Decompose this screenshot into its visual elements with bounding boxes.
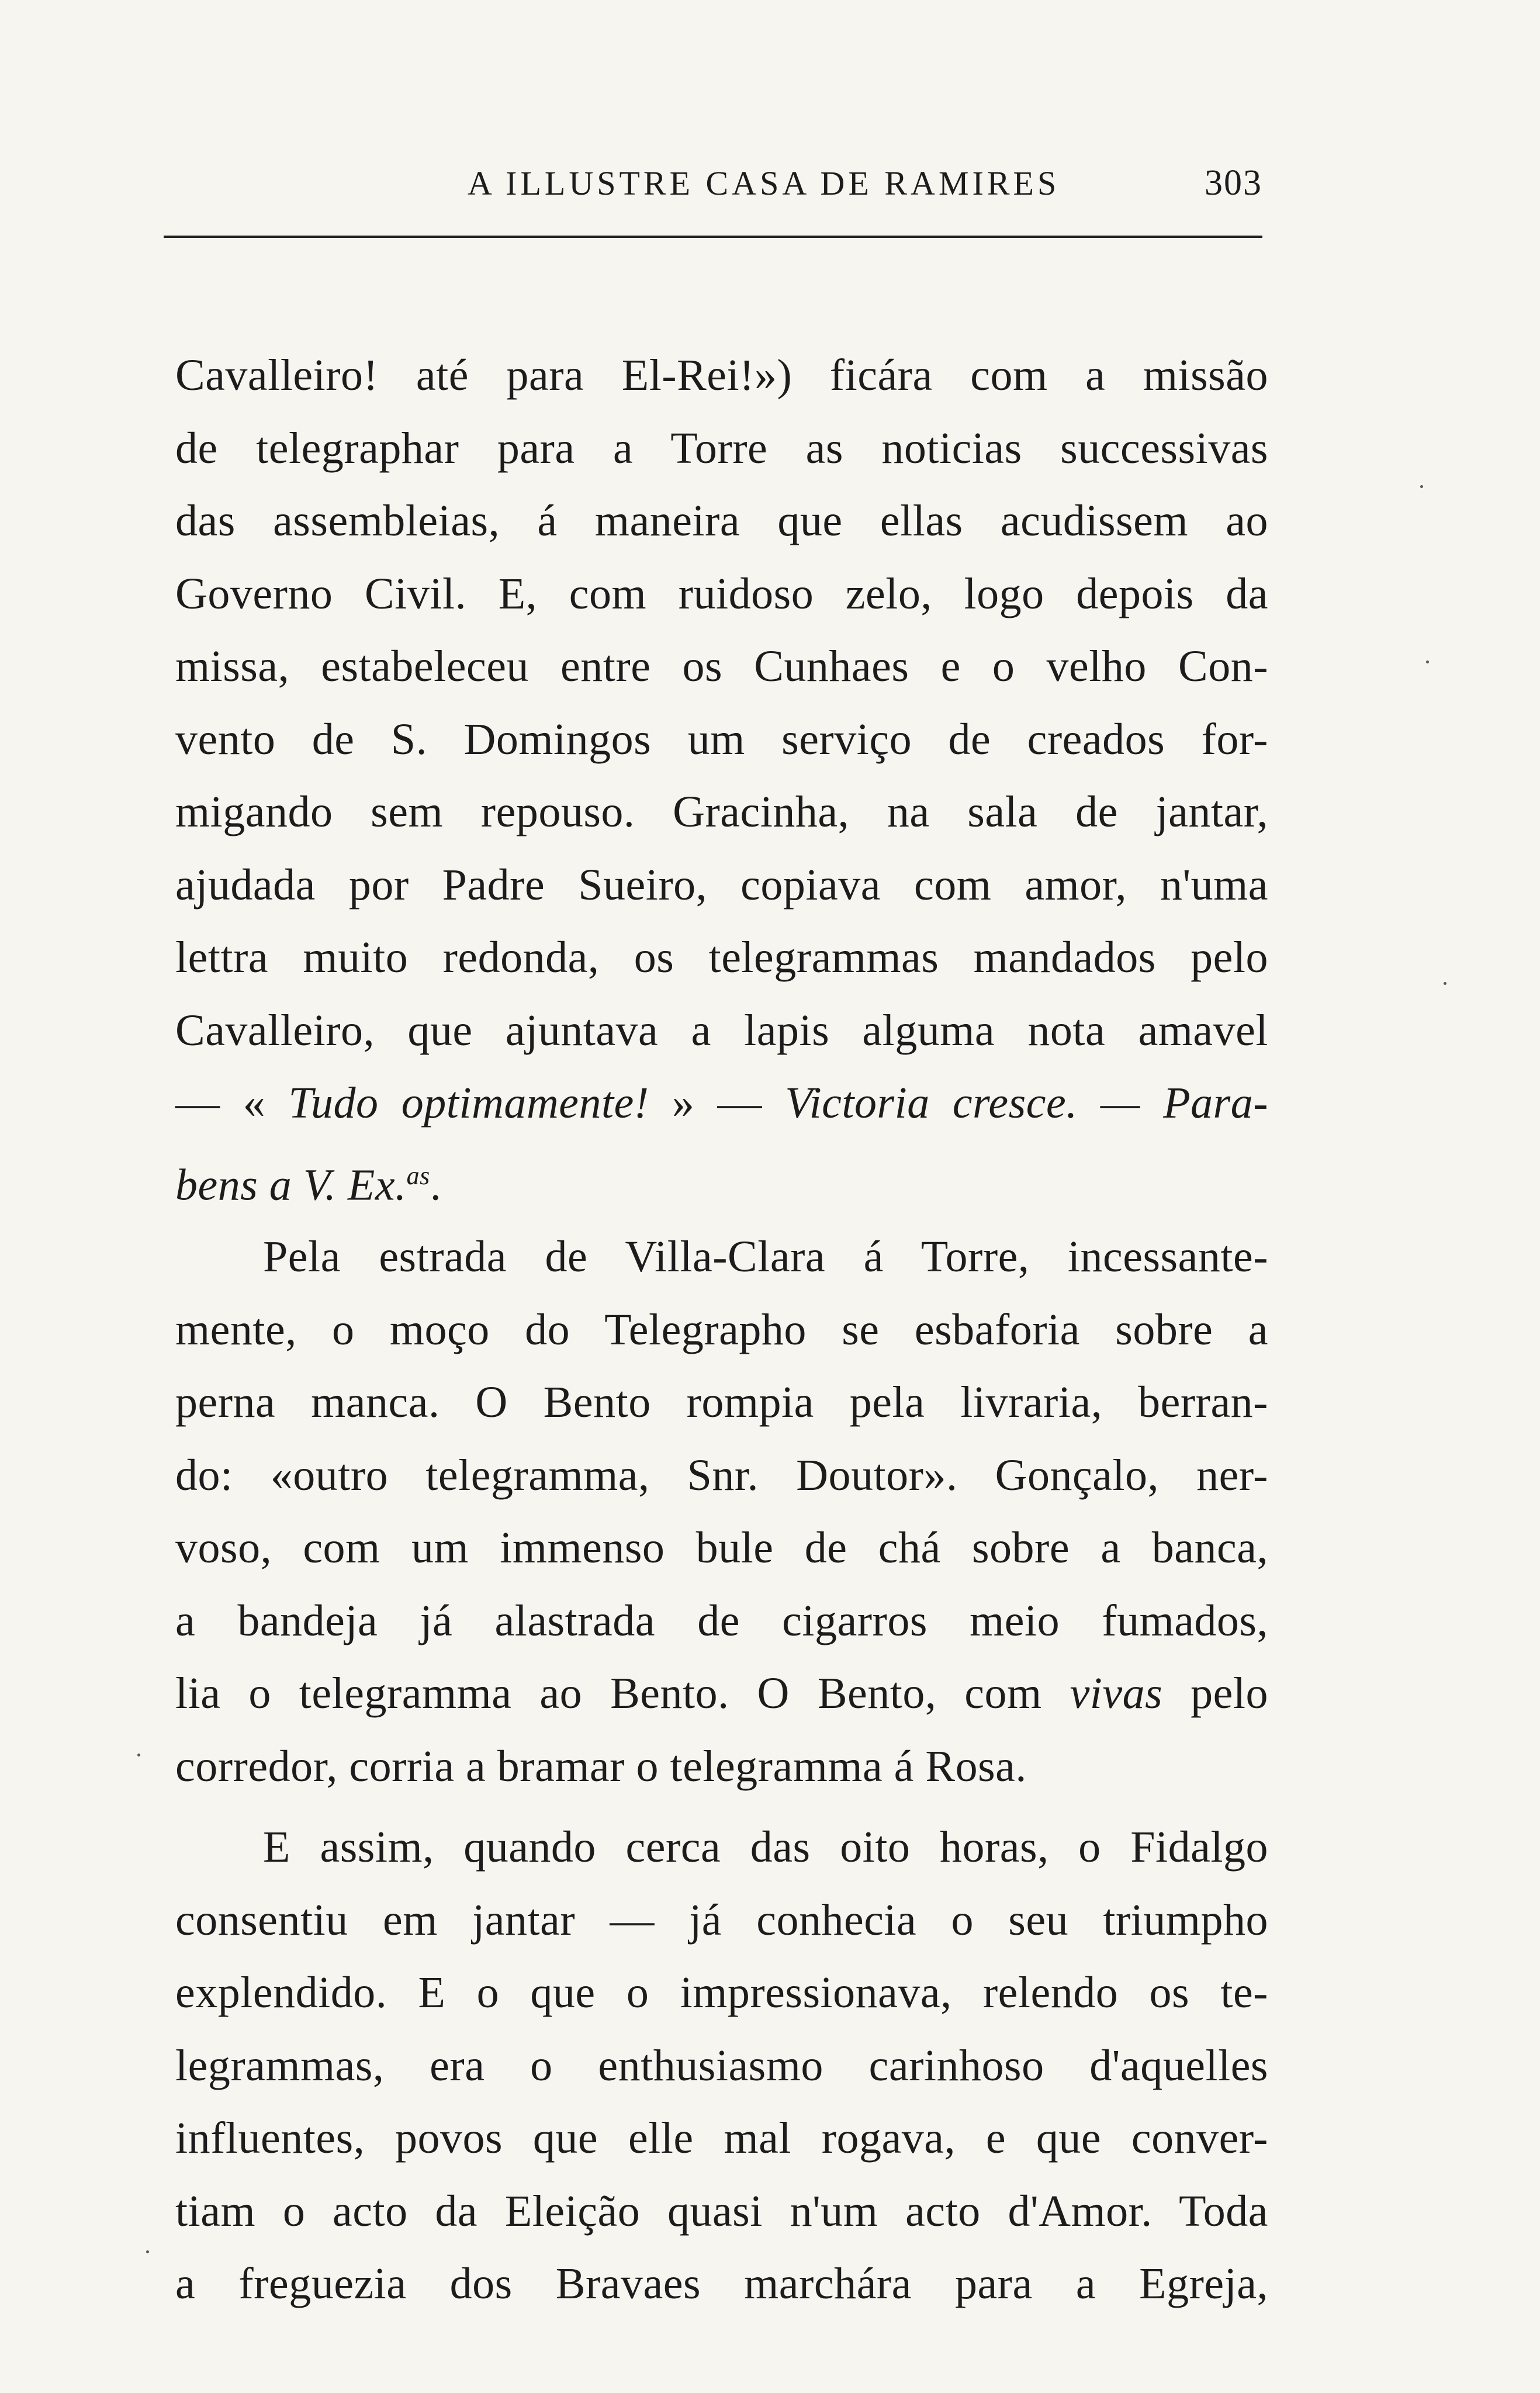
quote-mid: » —: [672, 1078, 785, 1128]
vivas-italic: vivas: [1070, 1669, 1163, 1718]
text-line: a bandeja já alastrada de cigarros meio fumados,: [175, 1596, 1268, 1645]
text-line: ajudada por Padre Sueiro, copiava com amor, n'uma: [175, 860, 1268, 910]
text-line: do: «outro telegramma, Snr. Doutor». Gonçalo, ner-: [175, 1450, 1268, 1500]
text-line: tiam o acto da Eleição quasi n'um acto d'Amor. Toda: [175, 2186, 1268, 2236]
text-line: Cavalleiro, que ajuntava a lapis alguma nota amavel: [175, 1005, 1268, 1055]
closing-line: [175, 1140, 1268, 1213]
text-line: mente, o moço do Telegrapho se esbaforia sobre a: [175, 1305, 1268, 1354]
closing-end: .: [430, 1160, 442, 1209]
vivas-line: [175, 1657, 1268, 1730]
text-line: Pela estrada de Villa-Clara á Torre, incessante-: [263, 1232, 1268, 1281]
text-line: corredor, corria a bramar o telegramma á Rosa.: [175, 1741, 1027, 1791]
text-line: perna manca. O Bento rompia pela livraria, berran-: [175, 1378, 1268, 1427]
text-line: legrammas, era o enthusiasmo carinhoso d'aquelles: [175, 2041, 1268, 2090]
text-line: explendido. E o que o impressionava, relendo os te-: [175, 1968, 1268, 2017]
text-line: Cavalleiro! até para El-Rei!») ficára com a missão: [175, 351, 1268, 400]
text-line: consentiu em jantar — já conhecia o seu triumpho: [175, 1895, 1268, 1945]
text-line: voso, com um immenso bule de chá sobre a banca,: [175, 1523, 1268, 1572]
text-line: E assim, quando cerca das oito horas, o Fidalgo: [263, 1823, 1268, 1872]
italic-quote-line: [175, 1067, 1268, 1140]
text-line: a freguezia dos Bravaes marchára para a Egreja,: [175, 2259, 1268, 2308]
text-line: de telegraphar para a Torre as noticias successivas: [175, 423, 1268, 473]
text-line: Governo Civil. E, com ruidoso zelo, logo depois da: [175, 569, 1268, 618]
print-speck: [137, 1754, 140, 1756]
quote-italic-2: Victoria cresce. — Para-: [785, 1078, 1269, 1128]
text-line: lettra muito redonda, os telegrammas mandados pelo: [175, 933, 1268, 982]
print-speck: [1444, 982, 1446, 985]
print-speck: [146, 2250, 149, 2253]
page-number: 303: [1205, 163, 1262, 203]
quote-open: — «: [175, 1078, 266, 1128]
running-head: [164, 158, 1262, 210]
quote-italic-1: Tudo optimamente!: [288, 1078, 649, 1128]
text-line: vento de S. Domingos um serviço de creados for-: [175, 714, 1268, 764]
text-line: influentes, povos que elle mal rogava, e que conver-: [175, 2114, 1268, 2163]
paragraph-gap: [175, 1212, 1268, 1220]
text-line: missa, estabeleceu entre os Cunhaes e o velho Con-: [175, 642, 1268, 691]
body-text: [175, 339, 1268, 2321]
vivas-post: pelo: [1191, 1669, 1268, 1718]
print-speck: [1426, 661, 1429, 663]
text-line: migando sem repouso. Gracinha, na sala de jantar,: [175, 787, 1268, 836]
text-line: das assembleias, á maneira que ellas acudissem ao: [175, 496, 1268, 545]
vivas-pre: lia o telegramma ao Bento. O Bento, com: [175, 1669, 1042, 1718]
closing-superscript: as: [406, 1161, 430, 1190]
header-rule: [164, 236, 1262, 238]
print-speck: [1420, 485, 1423, 488]
running-title: A ILLUSTRE CASA DE RAMIRES: [468, 164, 1060, 202]
paragraph-gap: [175, 1803, 1268, 1811]
closing-italic: bens a V. Ex.: [175, 1160, 407, 1209]
